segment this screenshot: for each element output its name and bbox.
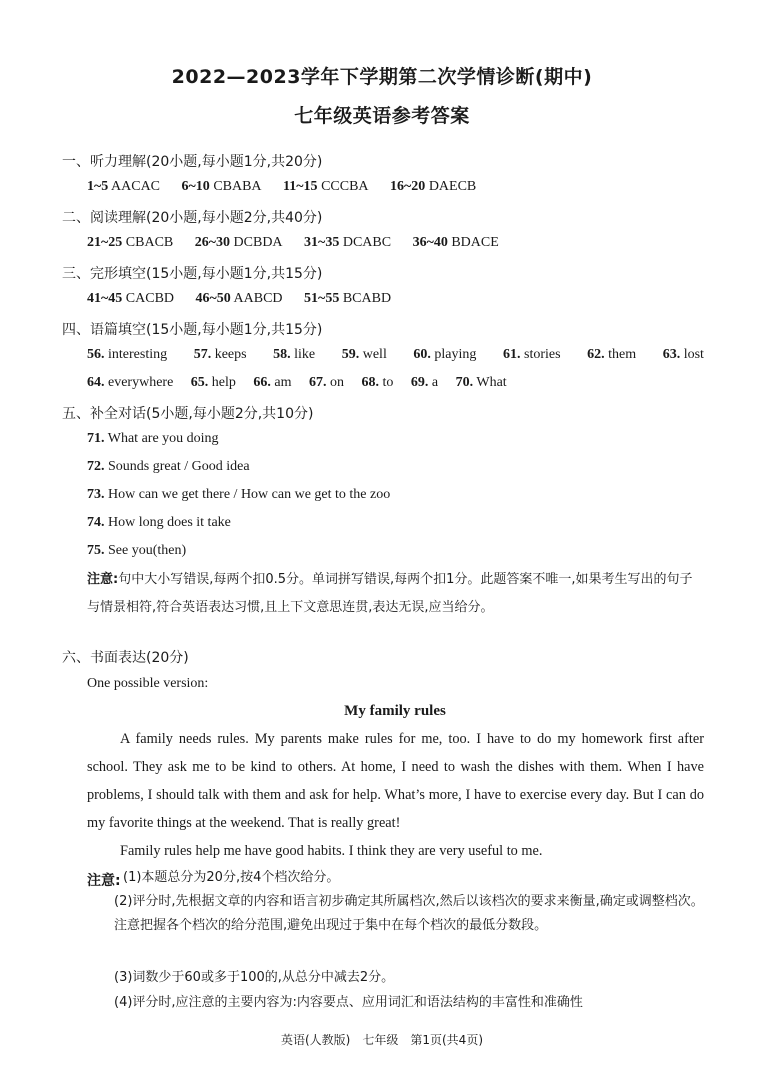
grading-note: (4)评分时,应注意的主要内容为:内容要点、应用词汇和语法结构的丰富性和准确性 [114, 995, 583, 1010]
blank-answer: 66. am [253, 375, 292, 390]
dialogue-answer: 73. How can we get there / How can we get to the zoo [87, 487, 391, 502]
blank-answer: 61. stories [503, 347, 561, 362]
section-5-note: 注意:句中大小写错误,每两个扣0.5分。单词拼写错误,每两个扣1分。此题答案不唯一,如果考生写出的句子与情景相符,符合英语表达习惯,且上下文意思连贯,表达无误,应当给分。 [87, 572, 693, 615]
section-6-note-label: 注意: [87, 873, 121, 889]
blank-answer: 64. everywhere [87, 375, 174, 390]
section-4-heading: 四、语篇填空(15小题,每小题1分,共15分) [62, 322, 323, 338]
page-subtitle: 七年级英语参考答案 [294, 105, 470, 127]
blank-answer: 62. them [587, 347, 637, 362]
answer-group: 31~35 DCABC [304, 235, 392, 250]
dialogue-answer: 74. How long does it take [87, 515, 231, 530]
answer-group: 41~45 CACBD [87, 291, 175, 306]
blank-answer: 68. to [361, 375, 394, 390]
section-5-heading: 五、补全对话(5小题,每小题2分,共10分) [62, 406, 314, 422]
section-2-heading: 二、阅读理解(20小题,每小题2分,共40分) [62, 210, 323, 226]
section-6-heading: 六、书面表达(20分) [62, 650, 189, 666]
blank-answer: 67. on [309, 375, 345, 390]
answer-group: 51~55 BCABD [304, 291, 392, 306]
answer-group: 11~15 CCCBA [283, 179, 369, 194]
grading-note: (3)词数少于60或多于100的,从总分中减去2分。 [114, 970, 395, 985]
section-1-heading: 一、听力理解(20小题,每小题1分,共20分) [62, 154, 323, 170]
dialogue-answer: 72. Sounds great / Good idea [87, 459, 250, 474]
dialogue-answer: 71. What are you doing [87, 431, 219, 446]
section-3-heading: 三、完形填空(15小题,每小题1分,共15分) [62, 266, 323, 282]
essay-title: My family rules [344, 703, 446, 719]
essay-intro: One possible version: [87, 676, 209, 691]
answer-group: 6~10 CBABA [181, 179, 262, 194]
blank-answer: 63. lost [662, 347, 704, 362]
answer-group: 21~25 CBACB [87, 235, 174, 250]
blank-answer: 58. like [273, 347, 316, 362]
section-4-row-2 [87, 375, 521, 391]
page-title: 2022—2023学年下学期第二次学情诊断(期中) [171, 66, 593, 88]
grading-note: (1)本题总分为20分,按4个档次给分。 [123, 870, 340, 885]
blank-answer: 60. playing [413, 347, 477, 362]
section-3-answers [87, 291, 409, 307]
blank-answer: 56. interesting [87, 347, 168, 362]
blank-answer: 69. a [410, 375, 439, 390]
blank-answer: 57. keeps [193, 347, 247, 362]
answer-group: 36~40 BDACE [412, 235, 499, 250]
section-4-row-1 [87, 347, 704, 363]
page-footer: 英语(人教版) 七年级 第1页(共4页) [281, 1033, 483, 1047]
dialogue-answer: 75. See you(then) [87, 543, 187, 558]
essay-paragraph-1: A family needs rules. My parents make rules for me, too. I have to do my homework first after school. They ask me to be kind to others. At home, I need to wash the dishes with them. When I have problems, I should talk with them and ask for help. What’s more, I have to exercise every day. But I can do my favorite things at the weekend. That is really great! [87, 731, 704, 831]
answer-group: 26~30 DCBDA [194, 235, 283, 250]
answer-group: 16~20 DAECB [390, 179, 477, 194]
essay-paragraph-2: Family rules help me have good habits. I think they are very useful to me. [120, 843, 543, 859]
answer-group: 1~5 AACAC [87, 179, 161, 194]
grading-note: (2)评分时,先根据文章的内容和语言初步确定其所属档次,然后以该档次的要求来衡量,确定或调整档次。注意把握各个档次的给分范围,避免出现过于集中在每个档次的最低分数段。 [114, 894, 704, 933]
section-2-answers [87, 235, 517, 251]
section-1-answers [87, 179, 494, 195]
answer-group: 46~50 AABCD [195, 291, 283, 306]
blank-answer: 59. well [341, 347, 387, 362]
blank-answer: 70. What [455, 375, 507, 390]
blank-answer: 65. help [190, 375, 236, 390]
